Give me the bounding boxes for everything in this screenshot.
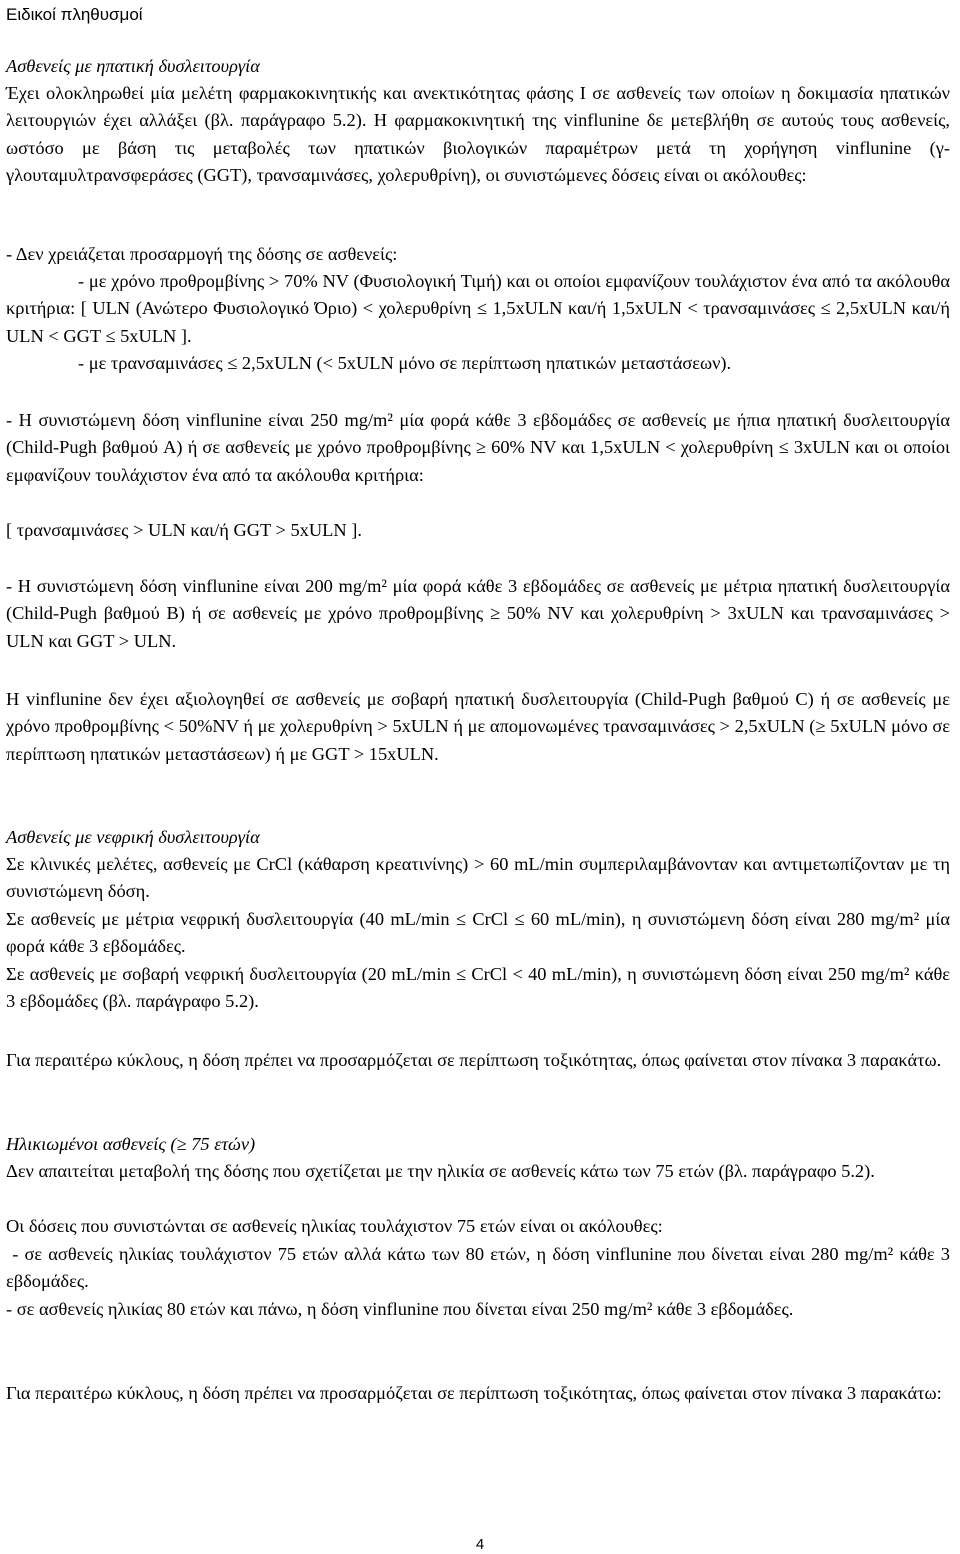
renal-p2: Σε ασθενείς με μέτρια νεφρική δυσλειτουργία (40 mL/min ≤ CrCl ≤ 60 mL/min), η συνιστώμενη δόση είναι 280 mg/m² μία φορά κάθε 3 εβδομάδες.: [6, 909, 950, 957]
hepatic-intro: Έχει ολοκληρωθεί μία μελέτη φαρμακοκινητικής και ανεκτικότητας φάσης I σε ασθενείς των οποίων η δοκιμασία ηπατικών λειτουργιών έχει αλλάξει (βλ. παράγραφο 5.2). Η φαρμακοκινητική της vinflunine δε μετεβλήθη σε αυτούς τους ασθενείς, ωστόσο με βάση τις μεταβολές των ηπατικών βιολογικών παραμέτρων μετά τη χορήγηση vinflunine (γ-γλουταμυλτρανσφεράσες (GGT), τρανσαμινάσες, χολερυθρίνη), οι συνιστώμενες δόσεις είναι οι ακόλουθες:: [6, 83, 950, 186]
hepatic-dose-200: - Η συνιστώμενη δόση vinflunine είναι 200 mg/m² μία φορά κάθε 3 εβδομάδες σε ασθενείς με μέτρια ηπατική δυσλειτουργία (Child-Pugh βαθμού B) ή σε ασθενείς με χρόνο προθρομβίνης ≥ 50% NV και χολερυθρίνη > 3xULN και τρανσαμινάσες > ULN και GGT > ULN.: [6, 576, 950, 651]
elderly-cycles: Για περαιτέρω κύκλους, η δόση πρέπει να προσαρμόζεται σε περίπτωση τοξικότητας, όπως φαίνεται στον πίνακα 3 παρακάτω:: [6, 1383, 942, 1403]
elderly-p1: Δεν απαιτείται μεταβολή της δόσης που σχετίζεται με την ηλικία σε ασθενείς κάτω των 75 ετών (βλ. παράγραφο 5.2).: [6, 1161, 875, 1181]
renal-p3: Σε ασθενείς με σοβαρή νεφρική δυσλειτουργία (20 mL/min ≤ CrCl < 40 mL/min), η συνιστώμενη δόση είναι 250 mg/m² κάθε 3 εβδομάδες (βλ. παράγραφο 5.2).: [6, 964, 950, 1012]
hepatic-criteria-2: - με τρανσαμινάσες ≤ 2,5xULN (< 5xULN μόνο σε περίπτωση ηπατικών μεταστάσεων).: [78, 353, 732, 373]
page-number: 4: [475, 1536, 485, 1553]
section-heading: Ειδικοί πληθυσμοί: [6, 5, 143, 24]
hepatic-title: Ασθενείς με ηπατική δυσλειτουργία: [6, 56, 260, 76]
hepatic-criteria-1: - με χρόνο προθρομβίνης > 70% NV (Φυσιολογική Τιμή) και οι οποίοι εμφανίζουν τουλάχιστον ένα από τα ακόλουθα κριτήρια: [ ULN (Ανώτερο Φυσιολογικό Όριο) < χολερυθρίνη ≤ 1,5xULN και/ή 1,5xULN < τρανσαμινάσες ≤ 2,5xULN και/ή ULN < GGT ≤ 5xULN ].: [6, 271, 950, 346]
hepatic-dose-250-criteria: [ τρανσαμινάσες > ULN και/ή GGT > 5xULN ].: [6, 520, 362, 540]
elderly-title: Ηλικιωμένοι ασθενείς (≥ 75 ετών): [6, 1134, 256, 1154]
hepatic-dose-250: - Η συνιστώμενη δόση vinflunine είναι 250 mg/m² μία φορά κάθε 3 εβδομάδες σε ασθενείς με ήπια ηπατική δυσλειτουργία (Child-Pugh βαθμού A) ή σε ασθενείς με χρόνο προθρομβίνης ≥ 60% NV και 1,5xULN < χολερυθρίνη ≤ 3xULN και οι οποίοι εμφανίζουν τουλάχιστον ένα από τα ακόλουθα κριτήρια:: [6, 410, 950, 485]
elderly-p4: - σε ασθενείς ηλικίας 80 ετών και πάνω, η δόση vinflunine που δίνεται είναι 250 mg/m² κάθε 3 εβδομάδες.: [6, 1299, 794, 1319]
hepatic-no-adjust: - Δεν χρειάζεται προσαρμογή της δόσης σε ασθενείς:: [6, 244, 398, 264]
renal-p1: Σε κλινικές μελέτες, ασθενείς με CrCl (κάθαρση κρεατινίνης) > 60 mL/min συμπεριλαμβάνονταν και αντιμετωπίζονταν με τη συνιστώμενη δόση.: [6, 854, 950, 902]
elderly-p3: - σε ασθενείς ηλικίας τουλάχιστον 75 ετών αλλά κάτω των 80 ετών, η δόση vinflunine που δίνεται είναι 280 mg/m² κάθε 3 εβδομάδες.: [6, 1244, 955, 1292]
elderly-p2: Οι δόσεις που συνιστώνται σε ασθενείς ηλικίας τουλάχιστον 75 ετών είναι οι ακόλουθες:: [6, 1216, 663, 1236]
renal-cycles: Για περαιτέρω κύκλους, η δόση πρέπει να προσαρμόζεται σε περίπτωση τοξικότητας, όπως φαίνεται στον πίνακα 3 παρακάτω.: [6, 1050, 942, 1070]
renal-title: Ασθενείς με νεφρική δυσλειτουργία: [6, 827, 260, 847]
hepatic-not-evaluated: Η vinflunine δεν έχει αξιολογηθεί σε ασθενείς με σοβαρή ηπατική δυσλειτουργία (Child-Pugh βαθμού C) ή σε ασθενείς με χρόνο προθρομβίνης < 50%NV ή με χολερυθρίνη > 5xULN ή με απομονωμένες τρανσαμινάσες > 2,5xULN (≥ 5xULN μόνο σε περίπτωση ηπατικών μεταστάσεων) ή με GGT > 15xULN.: [6, 689, 950, 764]
